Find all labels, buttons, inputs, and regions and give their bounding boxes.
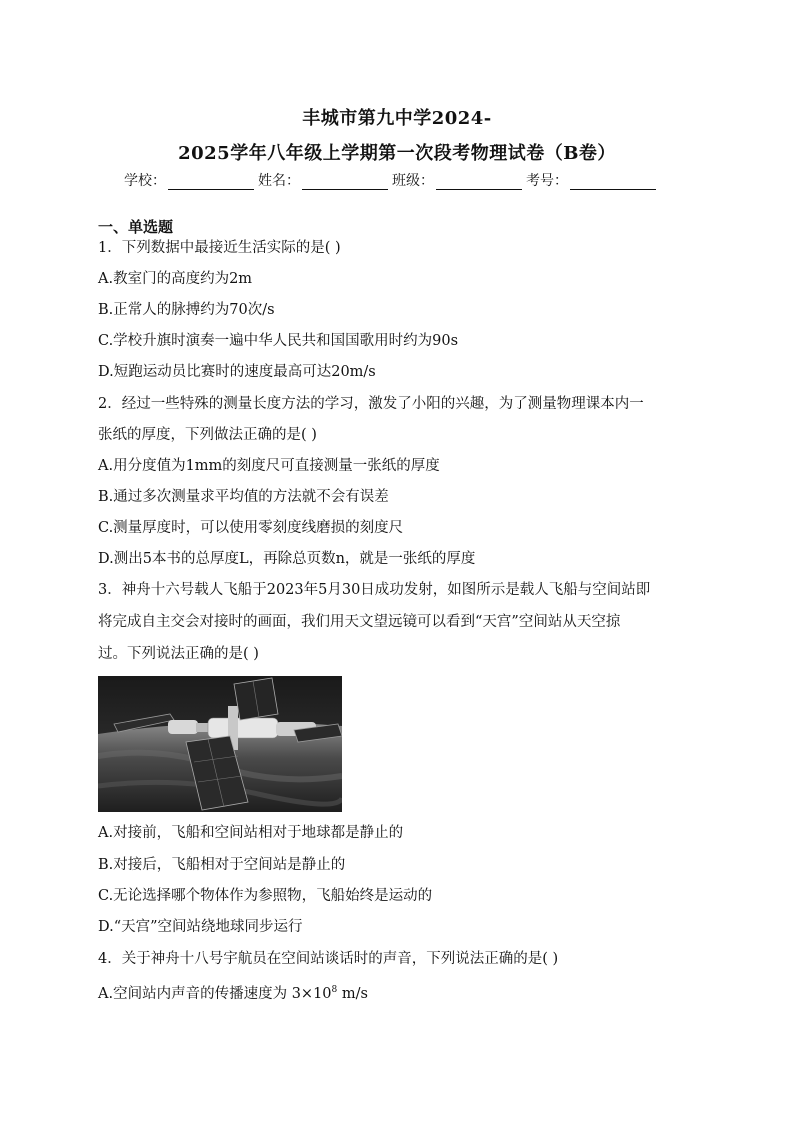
- q4-option-a-unit: m/s: [341, 985, 368, 1002]
- q1-option-d: D.短跑运动员比赛时的速度最高可达20m/s: [98, 364, 376, 380]
- q4-option-a-text: A.空间站内声音的传播速度为: [98, 985, 288, 1002]
- q4-option-a-exponent: 8: [331, 985, 338, 995]
- q3-option-a: A.对接前，飞船和空间站相对于地球都是静止的: [98, 825, 404, 841]
- school-label: 学校：: [124, 173, 166, 189]
- q3-option-c: C.无论选择哪个物体作为参照物，飞船始终是运动的: [98, 888, 433, 904]
- exam-title-line1: 丰城市第九中学2024-: [302, 108, 492, 129]
- q1-option-a: A.教室门的高度约为2m: [98, 271, 253, 287]
- student-info-row: [124, 170, 684, 190]
- class-label: 班级：: [392, 173, 434, 189]
- q1-option-b: B.正常人的脉搏约为70次/s: [98, 302, 275, 318]
- q3-stem-line3: 过。下列说法正确的是( ): [98, 646, 259, 662]
- q2-option-a: A.用分度值为1mm的刻度尺可直接测量一张纸的厚度: [98, 458, 440, 474]
- q2-option-d: D.测出5本书的总厚度L，再除总页数n，就是一张纸的厚度: [98, 551, 476, 567]
- exam-number-blank[interactable]: [570, 175, 656, 190]
- school-blank[interactable]: [168, 175, 254, 190]
- q2-stem-line1: 2．经过一些特殊的测量长度方法的学习，激发了小阳的兴趣，为了测量物理课本内一: [98, 396, 644, 412]
- q2-stem-line2: 张纸的厚度，下列做法正确的是( ): [98, 427, 317, 443]
- exam-number-label: 考号：: [526, 173, 568, 189]
- q2-option-b: B.通过多次测量求平均值的方法就不会有误差: [98, 489, 389, 505]
- q2-option-c: C.测量厚度时，可以使用零刻度线磨损的刻度尺: [98, 520, 404, 536]
- q1-option-c: C.学校升旗时演奏一遍中华人民共和国国歌用时约为90s: [98, 333, 459, 349]
- q4-stem: 4．关于神舟十八号宇航员在空间站谈话时的声音，下列说法正确的是( ): [98, 951, 559, 967]
- q3-stem-line1: 3．神舟十六号载人飞船于2023年5月30日成功发射，如图所示是载人飞船与空间站即: [98, 582, 651, 598]
- q3-option-d: D.“天宫”空间站绕地球同步运行: [98, 919, 303, 935]
- q1-stem: 1．下列数据中最接近生活实际的是( ): [98, 240, 341, 256]
- space-station-photo: [98, 676, 342, 812]
- q4-option-a-base: 3×10: [291, 985, 332, 1002]
- name-blank[interactable]: [302, 175, 388, 190]
- q3-option-b: B.对接后，飞船相对于空间站是静止的: [98, 857, 346, 873]
- q4-option-a: [98, 980, 368, 1004]
- name-label: 姓名：: [258, 173, 300, 189]
- exam-title-line2: 2025学年八年级上学期第一次段考物理试卷（B卷）: [178, 143, 616, 164]
- q3-stem-line2: 将完成自主交会对接时的画面，我们用天文望远镜可以看到“天宫”空间站从天空掠: [98, 614, 621, 630]
- section-heading: 一、单选题: [98, 218, 174, 236]
- class-blank[interactable]: [436, 175, 522, 190]
